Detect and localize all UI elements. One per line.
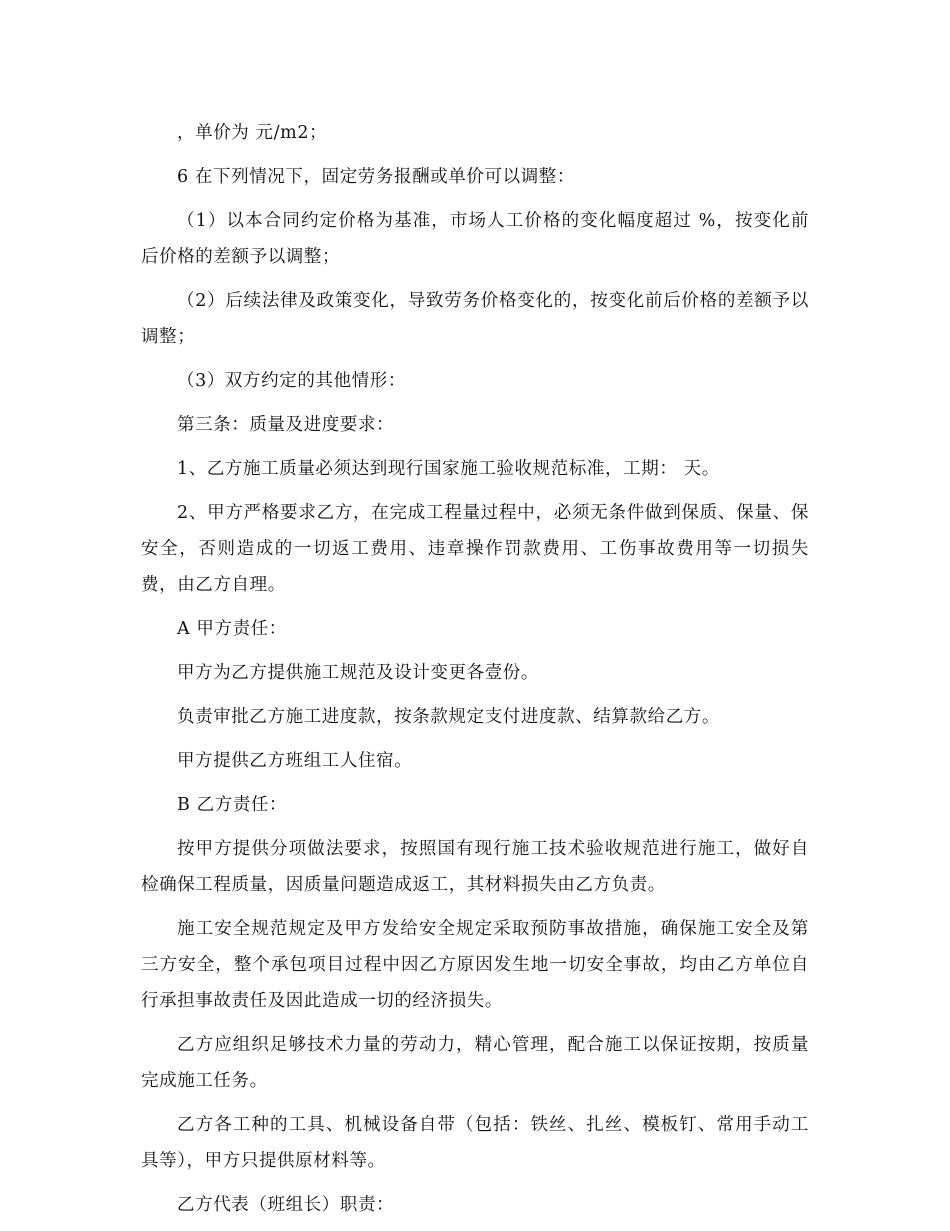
paragraph-party-a-3: 甲方提供乙方班组工人住宿。 <box>177 751 413 771</box>
paragraph-adjustment-3: （3）双方约定的其他情形： <box>177 371 406 391</box>
heading-party-a: A 甲方责任： <box>177 619 287 639</box>
paragraph-party-b-4: 乙方各工种的工具、机械设备自带（包括：铁丝、扎丝、模板钉、常用手动工具等），甲方只提供原材料等。 <box>141 1115 809 1171</box>
paragraph-adjustment-2: （2）后续法律及政策变化，导致劳务价格变化的，按变化前后价格的差额予以调整； <box>141 291 809 347</box>
paragraph-quality-1: 1、乙方施工质量必须达到现行国家施工验收规范标准，工期： 天。 <box>177 459 720 479</box>
paragraph-price-adjustment: 6 在下列情况下，固定劳务报酬或单价可以调整： <box>177 167 575 187</box>
document-body <box>141 115 809 1231</box>
paragraph-quality-2: 2、甲方严格要求乙方，在完成工程量过程中，必须无条件做到保质、保量、保安全，否则造成的一切返工费用、违章操作罚款费用、工伤事故费用等一切损失费，由乙方自理。 <box>141 503 809 595</box>
paragraph-unit-price: ，单价为 元/m2； <box>177 123 328 143</box>
paragraph-party-a-1: 甲方为乙方提供施工规范及设计变更各壹份。 <box>177 663 539 683</box>
section-heading-quality: 第三条：质量及进度要求： <box>177 415 395 435</box>
paragraph-adjustment-1: （1）以本合同约定价格为基准，市场人工价格的变化幅度超过 %，按变化前后价格的差额予以调整； <box>141 211 809 267</box>
paragraph-party-b-representative: 乙方代表（班组长）职责： <box>177 1195 395 1215</box>
paragraph-party-b-2: 施工安全规范规定及甲方发给安全规定采取预防事故措施，确保施工安全及第三方安全，整个承包项目过程中因乙方原因发生地一切安全事故，均由乙方单位自行承担事故责任及因此造成一切的经济损失。 <box>141 919 809 1011</box>
paragraph-party-b-3: 乙方应组织足够技术力量的劳动力，精心管理，配合施工以保证按期，按质量完成施工任务。 <box>141 1035 809 1091</box>
paragraph-party-a-2: 负责审批乙方施工进度款，按条款规定支付进度款、结算款给乙方。 <box>177 707 720 727</box>
heading-party-b: B 乙方责任： <box>177 795 288 815</box>
paragraph-party-b-1: 按甲方提供分项做法要求，按照国有现行施工技术验收规范进行施工，做好自检确保工程质量，因质量问题造成返工，其材料损失由乙方负责。 <box>141 839 809 895</box>
